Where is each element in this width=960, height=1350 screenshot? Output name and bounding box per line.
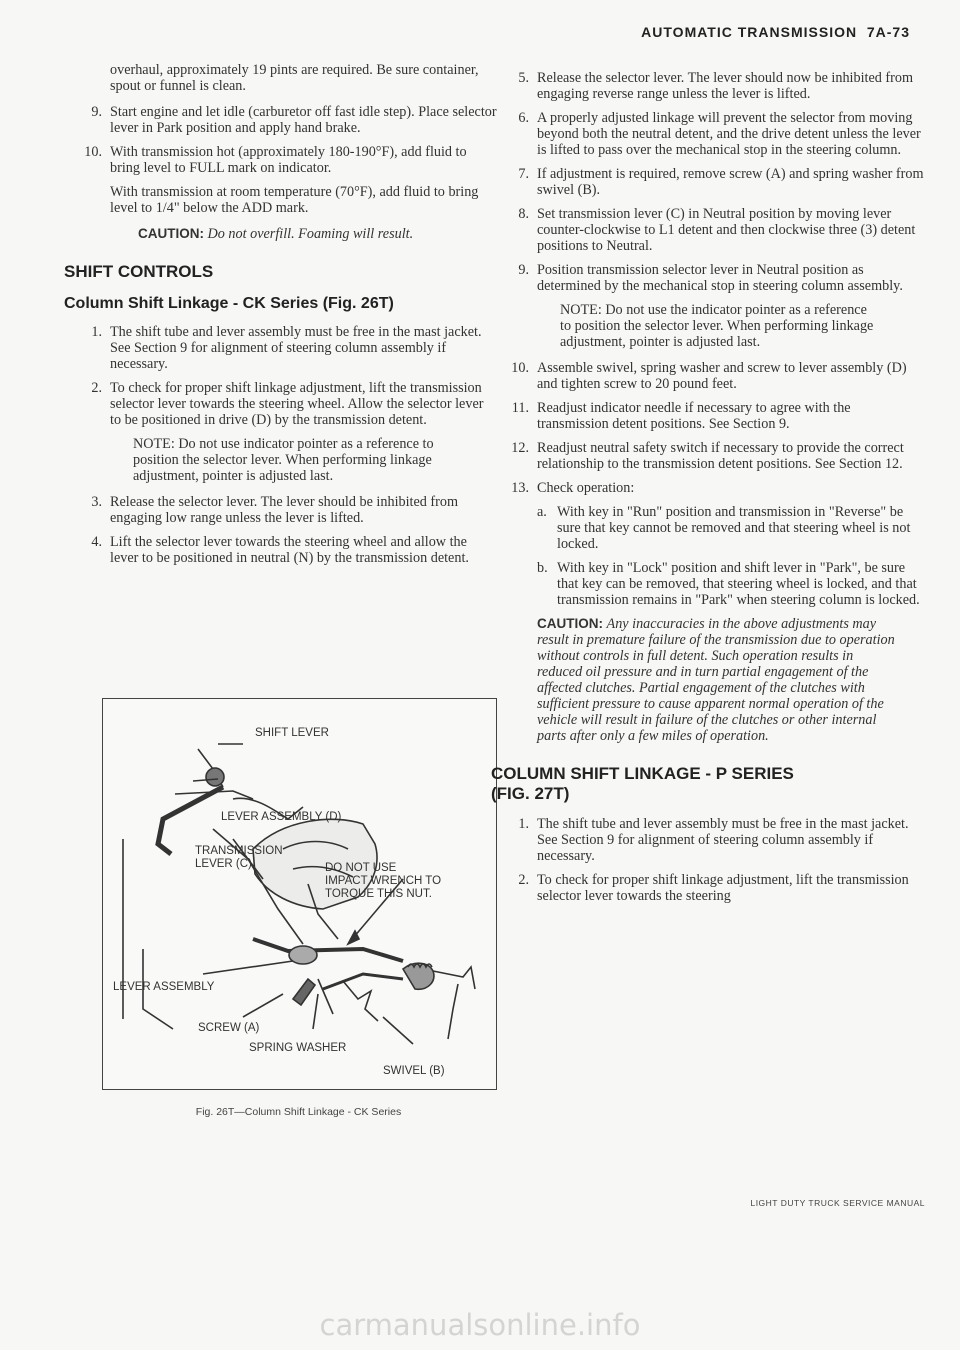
- sub-step-label: a.: [537, 504, 547, 520]
- step-number: 9.: [91, 104, 102, 120]
- step-number: 10.: [511, 360, 529, 376]
- label-spring-washer: SPRING WASHER: [249, 1042, 347, 1054]
- step-text: If adjustment is required, remove screw (A) and spring washer from swivel (B).: [537, 166, 924, 198]
- section-title: COLUMN SHIFT LINKAGE - P SERIES: [491, 764, 794, 783]
- caution-note: [537, 616, 895, 744]
- left-column: [64, 62, 498, 574]
- caution-label: CAUTION:: [537, 616, 603, 631]
- step-text: Check operation:: [537, 480, 635, 496]
- step-number: 2.: [518, 872, 529, 888]
- step-number: 12.: [511, 440, 529, 456]
- step-item: [78, 534, 498, 566]
- sub-step-item: [537, 504, 925, 552]
- caution-text: Do not overfill. Foaming will result.: [207, 226, 414, 242]
- step-item: [505, 262, 925, 294]
- step-number: 1.: [91, 324, 102, 340]
- step-text: To check for proper shift linkage adjustment, lift the transmission selector lever towards the steering wheel. Allow the selector lever to be positioned in drive (D) by the transmission detent.: [110, 380, 484, 428]
- sub-step-text: With key in "Lock" position and shift lever in "Park", be sure that key can be removed, that steering wheel is locked, and that transmission remains in "Park" when steering column is locked.: [557, 560, 920, 608]
- step-item: [505, 400, 925, 432]
- subsection-title: Column Shift Linkage - CK Series (Fig. 26T): [64, 295, 394, 312]
- step-number: 13.: [511, 480, 529, 496]
- label-do-not-use-3: TORQUE THIS NUT.: [325, 888, 432, 900]
- section-title-fig: (FIG. 27T): [491, 784, 570, 803]
- step-item: [78, 104, 498, 136]
- label-screw-a: SCREW (A): [198, 1022, 260, 1034]
- label-transmission-lever-2: LEVER (C): [195, 858, 252, 870]
- step-item: [78, 380, 498, 428]
- step-text: A properly adjusted linkage will prevent the selector from moving beyond both the neutral detent, and the drive detent unless the lever is lifted to pass over the mechanical stop in the steering column.: [537, 110, 921, 158]
- step-item: [78, 494, 498, 526]
- caution-text: Any inaccuracies in the above adjustments may result in premature failure of the transmission due to operation without controls in full detent. Such operation results in reduced oil pressure and in turn partial engagement of the affected clutches. Partial engagement of the clutches with sufficient pressure to cause apparent normal operation of the vehicle will result in failure of the clutches or other internal parts after only a few miles of operation.: [537, 616, 895, 744]
- label-lever-assembly-d: LEVER ASSEMBLY (D): [221, 811, 342, 823]
- step-text: To check for proper shift linkage adjustment, lift the transmission selector lever towards the steering: [537, 872, 909, 904]
- linkage-illustration: [103, 699, 496, 1089]
- sub-step-item: [537, 560, 925, 608]
- label-swivel-b: SWIVEL (B): [383, 1065, 445, 1077]
- step-item: [505, 110, 925, 158]
- figure-caption: Fig. 26T—Column Shift Linkage - CK Series: [195, 1106, 402, 1118]
- step-number: 8.: [518, 206, 529, 222]
- step-text: Assemble swivel, spring washer and screw to lever assembly (D) and tighten screw to 20 pound feet.: [537, 360, 907, 392]
- step-item: [505, 360, 925, 392]
- step-text: The shift tube and lever assembly must be free in the mast jacket. See Section 9 for alignment of steering column assembly if necessary.: [110, 324, 482, 372]
- header-title: AUTOMATIC TRANSMISSION: [641, 24, 858, 40]
- caution-note: [138, 226, 498, 242]
- caution-label: CAUTION:: [138, 226, 204, 241]
- continuation-text: overhaul, approximately 19 pints are required. Be sure container, spout or funnel is clean.: [110, 62, 479, 94]
- label-transmission-lever-1: TRANSMISSION: [195, 845, 283, 857]
- step-text: Release the selector lever. The lever should now be inhibited from engaging reverse range unless the lever is lifted.: [537, 70, 913, 102]
- section-title: SHIFT CONTROLS: [64, 262, 214, 281]
- step-text: Readjust indicator needle if necessary to agree with the transmission detent positions. See Section 9.: [537, 400, 851, 432]
- step-item: [505, 166, 925, 198]
- note-text: NOTE: Do not use indicator pointer as a reference to position the selector lever. When performing linkage adjustment, pointer is adjusted last.: [133, 436, 434, 484]
- watermark: carmanualsonline.info: [319, 1308, 641, 1342]
- step-text: The shift tube and lever assembly must be free in the mast jacket. See Section 9 for alignment of steering column assembly if necessary.: [537, 816, 909, 864]
- step-number: 5.: [518, 70, 529, 86]
- step-text: Start engine and let idle (carburetor off fast idle step). Place selector lever in Park position and apply hand brake.: [110, 104, 497, 136]
- step-number: 3.: [91, 494, 102, 510]
- step-number: 4.: [91, 534, 102, 550]
- sub-step-label: b.: [537, 560, 548, 576]
- step-item: [505, 206, 925, 254]
- right-column: [491, 70, 925, 912]
- step-item: [78, 324, 498, 372]
- step-number: 9.: [518, 262, 529, 278]
- step-item: [505, 872, 925, 904]
- label-lever-assembly: LEVER ASSEMBLY: [113, 981, 215, 993]
- step-number: 2.: [91, 380, 102, 396]
- step-item: [78, 144, 498, 176]
- step-number: 1.: [518, 816, 529, 832]
- note-text: NOTE: Do not use the indicator pointer as a reference to position the selector lever. When performing linkage adjustment, pointer is adjusted last.: [560, 302, 874, 350]
- page-header: [560, 24, 910, 40]
- label-do-not-use-2: IMPACT WRENCH TO: [325, 875, 442, 887]
- step-text: Position transmission selector lever in Neutral position as determined by the mechanical stop in steering column assembly.: [537, 262, 903, 294]
- step-text: Readjust neutral safety switch if necessary to provide the correct relationship to the transmission detent positions. See Section 12.: [537, 440, 904, 472]
- label-shift-lever: SHIFT LEVER: [255, 727, 329, 739]
- page-footer: LIGHT DUTY TRUCK SERVICE MANUAL: [750, 1198, 925, 1208]
- header-page-ref: 7A-73: [866, 24, 910, 40]
- room-temp-text: With transmission at room temperature (70°F), add fluid to bring level to 1/4" below the ADD mark.: [110, 184, 479, 216]
- step-number: 6.: [518, 110, 529, 126]
- label-do-not-use-1: DO NOT USE: [325, 862, 397, 874]
- linkage-figure: [102, 698, 497, 1090]
- step-text: Lift the selector lever towards the steering wheel and allow the lever to be positioned in neutral (N) by the transmission detent.: [110, 534, 469, 566]
- step-item: [505, 480, 925, 496]
- step-text: Release the selector lever. The lever should be inhibited from engaging low range unless the lever is lifted.: [110, 494, 459, 526]
- step-number: 10.: [84, 144, 102, 160]
- step-number: 7.: [518, 166, 529, 182]
- step-item: [505, 440, 925, 472]
- step-text: Set transmission lever (C) in Neutral position by moving lever counter-clockwise to L1 detent and then clockwise three (3) detent positions to Neutral.: [537, 206, 916, 254]
- sub-step-text: With key in "Run" position and transmission in "Reverse" be sure that key cannot be removed and that steering wheel is not locked.: [557, 504, 911, 552]
- step-item: [505, 70, 925, 102]
- step-text: With transmission hot (approximately 180-190°F), add fluid to bring level to FULL mark on indicator.: [110, 144, 467, 176]
- step-number: 11.: [511, 400, 529, 416]
- step-item: [505, 816, 925, 864]
